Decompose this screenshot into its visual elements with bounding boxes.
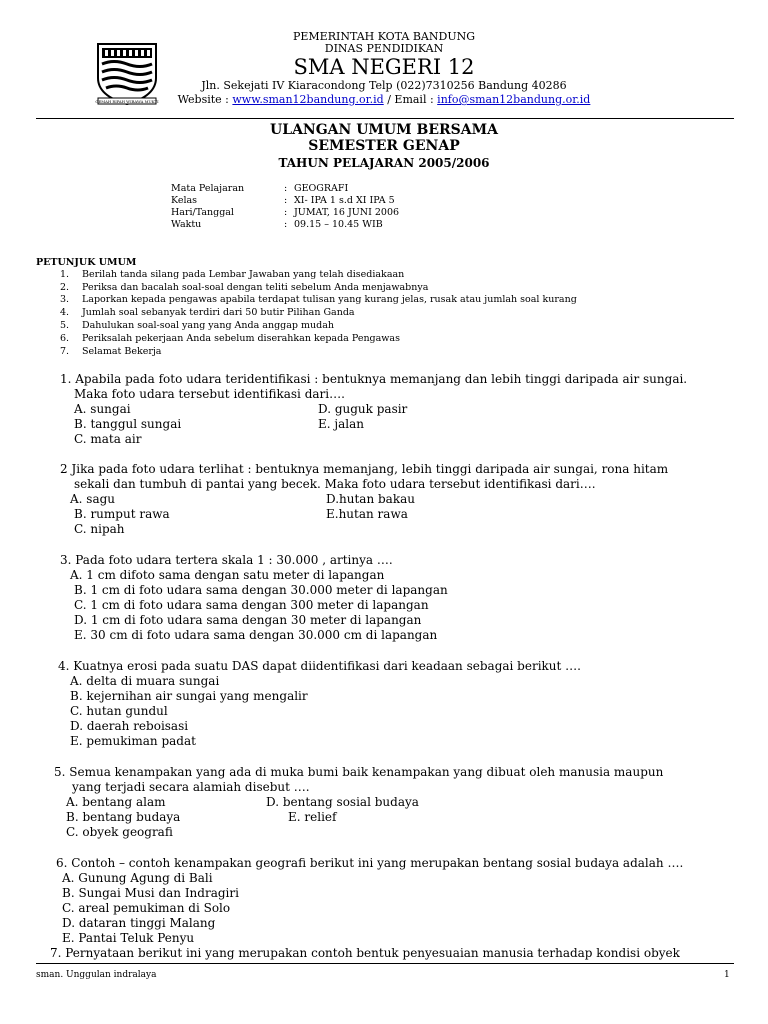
- instruction-text: Selamat Bekerja: [82, 346, 162, 357]
- instruction-num: 7.: [60, 346, 70, 357]
- option-c: C. hutan gundul: [70, 704, 168, 718]
- info-sep: :: [284, 207, 288, 218]
- instructions-heading: PETUNJUK UMUM: [36, 257, 137, 268]
- option-c: C. mata air: [74, 432, 142, 446]
- option-e: E. jalan: [318, 417, 364, 431]
- question-text: 4. Kuatnya erosi pada suatu DAS dapat diidentifikasi dari keadaan sebagai berikut ….: [58, 659, 581, 673]
- info-value: XI- IPA 1 s.d XI IPA 5: [294, 195, 395, 206]
- option-d: D. daerah reboisasi: [70, 719, 189, 733]
- question-text: 1. Apabila pada foto udara teridentifikasi : bentuknya memanjang dan lebih tinggi daripada air sungai.: [60, 372, 688, 386]
- info-sep: :: [284, 195, 288, 206]
- question-text: 6. Contoh – contoh kenampakan geografi berikut ini yang merupakan bentang sosial budaya adalah ….: [56, 856, 684, 870]
- question-text: yang terjadi secara alamiah disebut ….: [72, 780, 310, 794]
- page-number: 1: [724, 970, 730, 980]
- option-c: C. 1 cm di foto udara sama dengan 300 meter di lapangan: [74, 598, 429, 612]
- question-text: 2 Jika pada foto udara terlihat : bentuknya memanjang, lebih tinggi daripada air sungai, rona hitam: [60, 462, 669, 476]
- question-text: 3. Pada foto udara tertera skala 1 : 30.000 , artinya ….: [60, 553, 393, 567]
- instruction-text: Periksa dan bacalah soal-soal dengan teliti sebelum Anda menjawabnya: [82, 282, 429, 293]
- info-sep: :: [284, 219, 288, 230]
- instruction-num: 3.: [60, 294, 70, 305]
- instruction-text: Laporkan kepada pengawas apabila terdapat tulisan yang kurang jelas, rusak atau jumlah soal kurang: [82, 294, 577, 305]
- instruction-num: 6.: [60, 333, 70, 344]
- dept-name: DINAS PENDIDIKAN: [324, 42, 444, 55]
- question-text: 5. Semua kenampakan yang ada di muka bumi baik kenampakan yang dibuat oleh manusia maupun: [54, 765, 664, 779]
- info-value: JUMAT, 16 JUNI 2006: [294, 207, 400, 218]
- instruction-text: Jumlah soal sebanyak terdiri dari 50 butir Pilihan Ganda: [82, 307, 355, 318]
- website-link[interactable]: www.sman12bandung.or.id: [232, 93, 384, 106]
- instruction-text: Dahulukan soal-soal yang yang Anda anggap mudah: [82, 320, 335, 331]
- option-e: E. Pantai Teluk Penyu: [62, 931, 195, 945]
- footer-divider: [36, 963, 734, 964]
- option-a: A. delta di muara sungai: [70, 674, 220, 688]
- option-b: B. Sungai Musi dan Indragiri: [62, 886, 239, 900]
- exam-semester: SEMESTER GENAP: [308, 138, 460, 154]
- option-a: A. Gunung Agung di Bali: [62, 871, 213, 885]
- logo-motto: GEMAH RIPAH WIBAWA MUKTI: [95, 99, 159, 104]
- website-label: Website :: [177, 93, 233, 106]
- instruction-num: 4.: [60, 307, 70, 318]
- instruction-text: Berilah tanda silang pada Lembar Jawaban yang telah disediakaan: [82, 269, 405, 280]
- option-a: A. 1 cm difoto sama dengan satu meter di lapangan: [70, 568, 385, 582]
- option-d: D. 1 cm di foto udara sama dengan 30 meter di lapangan: [74, 613, 422, 627]
- school-name: SMA NEGERI 12: [293, 55, 475, 79]
- option-c: C. areal pemukiman di Solo: [62, 901, 231, 915]
- option-b: B. 1 cm di foto udara sama dengan 30.000 meter di lapangan: [74, 583, 448, 597]
- info-label: Hari/Tanggal: [171, 207, 234, 218]
- footer-school: sman. Unggulan indralaya: [36, 970, 157, 980]
- header-divider: [36, 118, 734, 119]
- option-a: A. bentang alam: [66, 795, 166, 809]
- option-d: D.hutan bakau: [326, 492, 415, 506]
- instruction-num: 1.: [60, 269, 70, 280]
- info-value: GEOGRAFI: [294, 183, 349, 194]
- option-b: B. bentang budaya: [66, 810, 181, 824]
- question-text: Maka foto udara tersebut identifikasi dari….: [74, 387, 345, 401]
- instruction-text: Periksalah pekerjaan Anda sebelum diserahkan kepada Pengawas: [82, 333, 400, 344]
- exam-title: ULANGAN UMUM BERSAMA: [270, 122, 498, 138]
- option-d: D. bentang sosial budaya: [266, 795, 419, 809]
- option-d: D. dataran tinggi Malang: [62, 916, 216, 930]
- option-e: E. 30 cm di foto udara sama dengan 30.000 cm di lapangan: [74, 628, 438, 642]
- instruction-num: 5.: [60, 320, 70, 331]
- option-b: B. tanggul sungai: [74, 417, 182, 431]
- instruction-num: 2.: [60, 282, 70, 293]
- contact-line: [0, 93, 768, 106]
- option-d: D. guguk pasir: [318, 402, 408, 416]
- option-c: C. obyek geografi: [66, 825, 173, 839]
- info-label: Kelas: [171, 195, 198, 206]
- question-text: 7. Pernyataan berikut ini yang merupakan contoh bentuk penyesuaian manusia terhadap kondisi obyek: [50, 946, 680, 960]
- info-sep: :: [284, 183, 288, 194]
- option-b: B. rumput rawa: [74, 507, 170, 521]
- option-a: A. sagu: [70, 492, 116, 506]
- option-b: B. kejernihan air sungai yang mengalir: [70, 689, 308, 703]
- school-address: Jln. Sekejati IV Kiaracondong Telp (022)7310256 Bandung 40286: [201, 79, 567, 92]
- info-value: 09.15 – 10.45 WIB: [294, 219, 383, 230]
- option-e: E. relief: [288, 810, 337, 824]
- exam-year: TAHUN PELAJARAN 2005/2006: [278, 156, 490, 170]
- email-link[interactable]: info@sman12bandung.or.id: [437, 93, 591, 106]
- info-label: Waktu: [171, 219, 202, 230]
- question-text: sekali dan tumbuh di pantai yang becek. Maka foto udara tersebut identifikasi dari….: [74, 477, 596, 491]
- info-label: Mata Pelajaran: [171, 183, 245, 194]
- option-c: C. nipah: [74, 522, 125, 536]
- option-a: A. sungai: [74, 402, 131, 416]
- email-label: / Email :: [383, 93, 438, 106]
- option-e: E.hutan rawa: [326, 507, 408, 521]
- option-e: E. pemukiman padat: [70, 734, 196, 748]
- gov-name: PEMERINTAH KOTA BANDUNG: [292, 30, 475, 43]
